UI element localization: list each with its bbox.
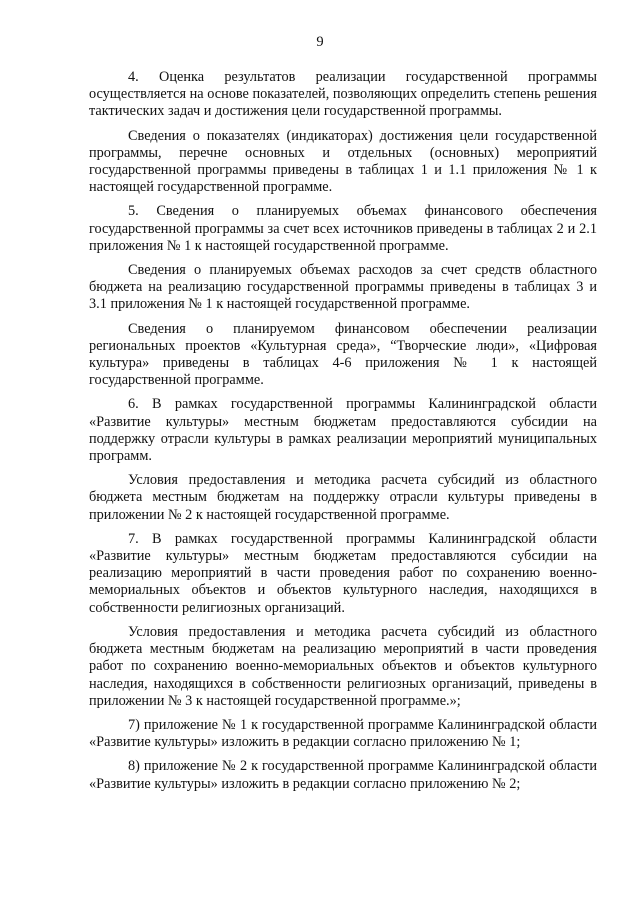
paragraph-financing-sources: 5. Сведения о планируемых объемах финансового обеспечения государственной программы за счет всех источников приведены в таблицах 2 и 2.1 приложения № 1 к настоящей государственной программе. — [89, 203, 597, 254]
paragraph-memorial-subsidy-conditions: Условия предоставления и методика расчета субсидий из областного бюджета местным бюджетам на реализацию мероприятий в части проведения работ по сохранению военно-мемориальных объектов и объектов культурного наследия, находящихся в собственности религиозных организаций, приведены в приложении № 3 к настоящей государственной программе.»; — [89, 623, 597, 709]
paragraph-culture-subsidy-conditions: Условия предоставления и методика расчета субсидий из областного бюджета местным бюджетам на поддержку отрасли культуры приведены в приложении № 2 к настоящей государственной программе. — [89, 472, 597, 523]
paragraph-appendix-2: 8) приложение № 2 к государственной программе Калининградской области «Развитие культуры» изложить в редакции согласно приложению № 2; — [89, 758, 597, 792]
paragraph-evaluation: 4. Оценка результатов реализации государственной программы осуществляется на основе показателей, позволяющих определить степень решения тактических задач и достижения цели государственной программы. — [89, 69, 597, 120]
paragraph-culture-subsidies: 6. В рамках государственной программы Калининградской области «Развитие культуры» местным бюджетам предоставляются субсидии на поддержку отрасли культуры в рамках реализации мероприятий муниципальных программ. — [89, 396, 597, 465]
paragraph-regional-budget: Сведения о планируемых объемах расходов за счет средств областного бюджета на реализацию государственной программы приведены в таблицах 3 и 3.1 приложения № 1 к настоящей государственной программе. — [89, 262, 597, 313]
paragraph-indicators: Сведения о показателях (индикаторах) достижения цели государственной программы, перечне основных и отдельных (основных) мероприятий государственной программы приведены в таблицах 1 и 1.1 приложения № 1 к настоящей государственной программе. — [89, 127, 597, 196]
paragraph-appendix-1: 7) приложение № 1 к государственной программе Калининградской области «Развитие культуры» изложить в редакции согласно приложению № 1; — [89, 716, 597, 751]
paragraph-memorial-subsidies: 7. В рамках государственной программы Калининградской области «Развитие культуры» местным бюджетам предоставляются субсидии на реализацию мероприятий в части проведения работ по сохранению военно-мемориальных объектов и объектов культурного наследия, находящихся в собственности религиозных организаций. — [89, 530, 597, 616]
document-body — [89, 69, 597, 800]
page-number: 9 — [316, 34, 324, 50]
paragraph-regional-projects: Сведения о планируемом финансовом обеспечении реализации региональных проектов «Культурная среда», “Творческие люди», «Цифровая культура» приведены в таблицах 4-6 приложения № 1 к настоящей государственной программе. — [89, 320, 597, 389]
